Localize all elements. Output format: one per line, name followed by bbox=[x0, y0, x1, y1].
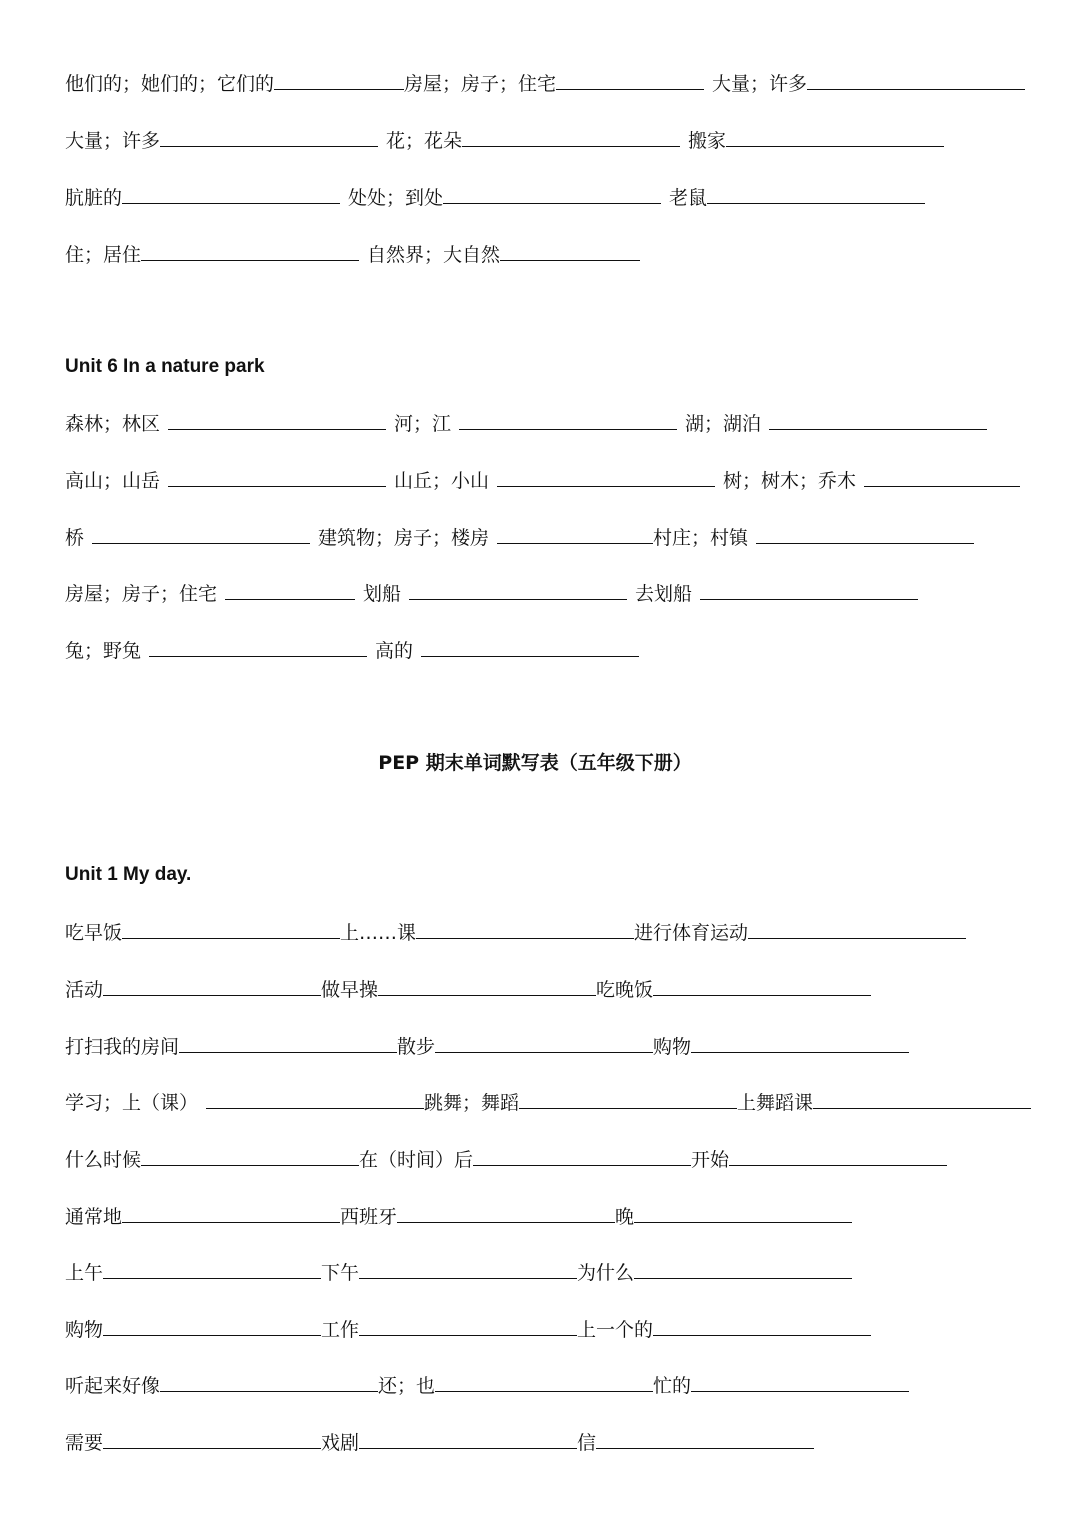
answer-blank[interactable] bbox=[141, 1164, 359, 1166]
vocab-row bbox=[65, 1148, 947, 1172]
unit-heading: Unit 1 My day. bbox=[65, 864, 192, 885]
word-prompt: 山丘；小山 bbox=[394, 470, 490, 492]
vocab-row bbox=[65, 921, 966, 945]
answer-blank[interactable] bbox=[756, 542, 974, 544]
word-prompt: 住；居住 bbox=[65, 244, 142, 266]
word-prompt: 为什么 bbox=[577, 1262, 635, 1284]
word-prompt: 上……课 bbox=[340, 922, 417, 944]
answer-blank[interactable] bbox=[378, 994, 596, 996]
answer-blank[interactable] bbox=[122, 937, 340, 939]
word-prompt: 兔；野兔 bbox=[65, 640, 142, 662]
vocab-row bbox=[65, 1091, 1031, 1115]
word-prompt: 高的 bbox=[375, 640, 414, 662]
answer-blank[interactable] bbox=[409, 598, 627, 600]
vocab-row bbox=[65, 1431, 814, 1455]
word-prompt: 还；也 bbox=[378, 1375, 436, 1397]
word-prompt: 自然界；大自然 bbox=[367, 244, 501, 266]
word-prompt: 肮脏的 bbox=[65, 187, 123, 209]
word-prompt: 湖；湖泊 bbox=[685, 413, 762, 435]
answer-blank[interactable] bbox=[653, 994, 871, 996]
word-prompt: 房屋；房子；住宅 bbox=[404, 73, 557, 95]
answer-blank[interactable] bbox=[92, 542, 310, 544]
word-prompt: 忙的 bbox=[653, 1375, 692, 1397]
answer-blank[interactable] bbox=[359, 1334, 577, 1336]
answer-blank[interactable] bbox=[497, 542, 653, 544]
answer-blank[interactable] bbox=[359, 1447, 577, 1449]
vocab-row bbox=[65, 978, 871, 1002]
word-prompt: 划船 bbox=[363, 583, 402, 605]
answer-blank[interactable] bbox=[435, 1051, 653, 1053]
word-prompt: 购物 bbox=[65, 1319, 104, 1341]
word-prompt: 树；树木；乔木 bbox=[723, 470, 857, 492]
word-prompt: 打扫我的房间 bbox=[65, 1036, 180, 1058]
answer-blank[interactable] bbox=[122, 1221, 340, 1223]
answer-blank[interactable] bbox=[122, 202, 340, 204]
word-prompt: 大量；许多 bbox=[712, 73, 808, 95]
vocab-row bbox=[65, 526, 974, 550]
word-prompt: 工作 bbox=[321, 1319, 360, 1341]
answer-blank[interactable] bbox=[416, 937, 634, 939]
answer-blank[interactable] bbox=[160, 1390, 378, 1392]
answer-blank[interactable] bbox=[769, 428, 987, 430]
word-prompt: 上一个的 bbox=[577, 1319, 654, 1341]
answer-blank[interactable] bbox=[726, 145, 944, 147]
word-prompt: 搬家 bbox=[688, 130, 727, 152]
answer-blank[interactable] bbox=[691, 1390, 909, 1392]
word-prompt: 通常地 bbox=[65, 1206, 123, 1228]
answer-blank[interactable] bbox=[729, 1164, 947, 1166]
answer-blank[interactable] bbox=[160, 145, 378, 147]
word-prompt: 他们的；她们的；它们的 bbox=[65, 73, 275, 95]
answer-blank[interactable] bbox=[459, 428, 677, 430]
vocab-row bbox=[65, 186, 925, 210]
word-prompt: 建筑物；房子；楼房 bbox=[318, 527, 490, 549]
answer-blank[interactable] bbox=[500, 259, 640, 261]
word-prompt: 戏剧 bbox=[321, 1432, 360, 1454]
answer-blank[interactable] bbox=[653, 1334, 871, 1336]
word-prompt: 晚 bbox=[615, 1206, 635, 1228]
word-prompt: 进行体育运动 bbox=[634, 922, 749, 944]
word-prompt: 桥 bbox=[65, 527, 85, 549]
vocab-row bbox=[65, 412, 987, 436]
word-prompt: 房屋；房子；住宅 bbox=[65, 583, 218, 605]
page-title: PEP 期末单词默写表（五年级下册） bbox=[378, 752, 692, 774]
word-prompt: 高山；山岳 bbox=[65, 470, 161, 492]
answer-blank[interactable] bbox=[225, 598, 355, 600]
word-prompt: 什么时候 bbox=[65, 1149, 142, 1171]
word-prompt: 需要 bbox=[65, 1432, 104, 1454]
answer-blank[interactable] bbox=[179, 1051, 397, 1053]
answer-blank[interactable] bbox=[103, 1447, 321, 1449]
answer-blank[interactable] bbox=[103, 1277, 321, 1279]
answer-blank[interactable] bbox=[206, 1107, 424, 1109]
answer-blank[interactable] bbox=[519, 1107, 737, 1109]
word-prompt: 森林；林区 bbox=[65, 413, 161, 435]
vocab-row bbox=[65, 1318, 871, 1342]
answer-blank[interactable] bbox=[103, 994, 321, 996]
answer-blank[interactable] bbox=[700, 598, 918, 600]
word-prompt: 吃晚饭 bbox=[596, 979, 654, 1001]
word-prompt: 花；花朵 bbox=[386, 130, 463, 152]
answer-blank[interactable] bbox=[807, 88, 1025, 90]
answer-blank[interactable] bbox=[813, 1107, 1031, 1109]
word-prompt: 村庄；村镇 bbox=[653, 527, 749, 549]
answer-blank[interactable] bbox=[473, 1164, 691, 1166]
answer-blank[interactable] bbox=[168, 485, 386, 487]
word-prompt: 上舞蹈课 bbox=[737, 1092, 814, 1114]
vocab-row bbox=[65, 129, 944, 153]
answer-blank[interactable] bbox=[462, 145, 680, 147]
answer-blank[interactable] bbox=[274, 88, 404, 90]
word-prompt: 西班牙 bbox=[340, 1206, 398, 1228]
answer-blank[interactable] bbox=[707, 202, 925, 204]
vocab-row bbox=[65, 72, 1025, 96]
answer-blank[interactable] bbox=[596, 1447, 814, 1449]
word-prompt: 学习；上（课） bbox=[65, 1092, 199, 1114]
word-prompt: 跳舞；舞蹈 bbox=[424, 1092, 520, 1114]
vocab-row bbox=[65, 1261, 852, 1285]
word-prompt: 做早操 bbox=[321, 979, 379, 1001]
answer-blank[interactable] bbox=[748, 937, 966, 939]
answer-blank[interactable] bbox=[634, 1277, 852, 1279]
answer-blank[interactable] bbox=[103, 1334, 321, 1336]
word-prompt: 开始 bbox=[691, 1149, 730, 1171]
answer-blank[interactable] bbox=[864, 485, 1020, 487]
answer-blank[interactable] bbox=[556, 88, 704, 90]
word-prompt: 活动 bbox=[65, 979, 104, 1001]
vocab-row bbox=[65, 1035, 909, 1059]
word-prompt: 去划船 bbox=[635, 583, 693, 605]
word-prompt: 处处；到处 bbox=[348, 187, 444, 209]
answer-blank[interactable] bbox=[149, 655, 367, 657]
vocab-row bbox=[65, 243, 640, 267]
word-prompt: 吃早饭 bbox=[65, 922, 123, 944]
answer-blank[interactable] bbox=[168, 428, 386, 430]
vocab-row bbox=[65, 582, 918, 606]
vocab-row bbox=[65, 1205, 852, 1229]
word-prompt: 购物 bbox=[653, 1036, 692, 1058]
word-prompt: 上午 bbox=[65, 1262, 104, 1284]
word-prompt: 在（时间）后 bbox=[359, 1149, 474, 1171]
word-prompt: 老鼠 bbox=[669, 187, 708, 209]
answer-blank[interactable] bbox=[497, 485, 715, 487]
answer-blank[interactable] bbox=[397, 1221, 615, 1223]
word-prompt: 河；江 bbox=[394, 413, 452, 435]
answer-blank[interactable] bbox=[634, 1221, 852, 1223]
answer-blank[interactable] bbox=[359, 1277, 577, 1279]
word-prompt: 信 bbox=[577, 1432, 597, 1454]
word-prompt: 大量；许多 bbox=[65, 130, 161, 152]
answer-blank[interactable] bbox=[691, 1051, 909, 1053]
answer-blank[interactable] bbox=[141, 259, 359, 261]
answer-blank[interactable] bbox=[443, 202, 661, 204]
word-prompt: 散步 bbox=[397, 1036, 436, 1058]
unit-heading: Unit 6 In a nature park bbox=[65, 356, 265, 377]
vocab-row bbox=[65, 1374, 909, 1398]
answer-blank[interactable] bbox=[421, 655, 639, 657]
vocab-row bbox=[65, 469, 1020, 493]
word-prompt: 听起来好像 bbox=[65, 1375, 161, 1397]
word-prompt: 下午 bbox=[321, 1262, 360, 1284]
answer-blank[interactable] bbox=[435, 1390, 653, 1392]
vocab-row bbox=[65, 639, 639, 663]
